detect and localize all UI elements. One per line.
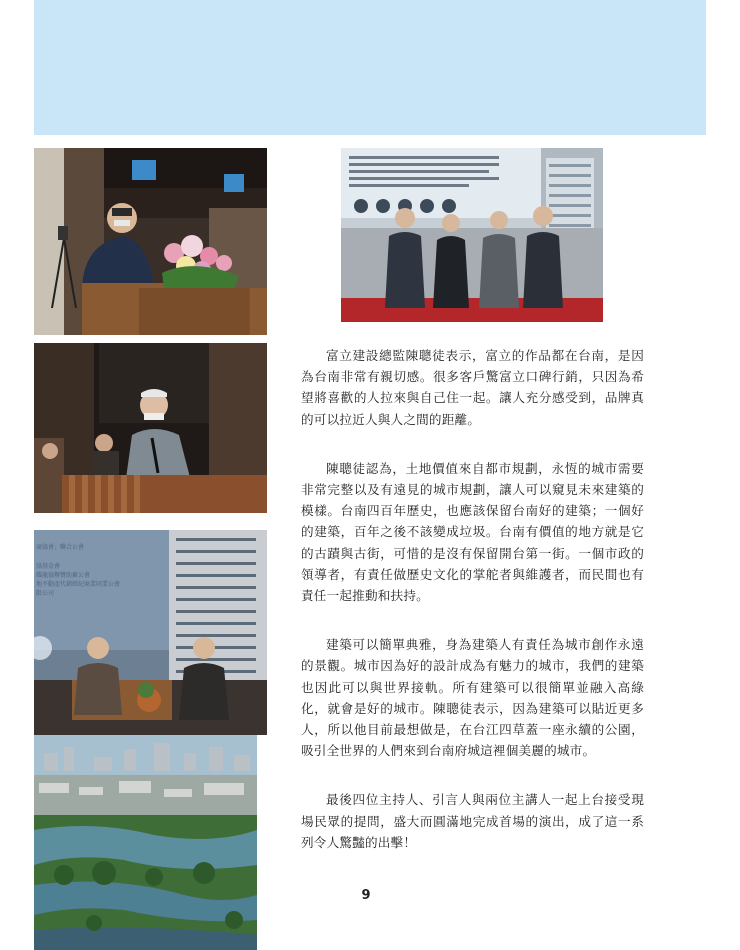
photo-speaker-microphone <box>34 343 267 513</box>
article-paragraph: 最後四位主持人、引言人與兩位主講人一起上台接受現場民眾的提問，盛大而圓滿地完成首場的演出，成了這一系列令人驚豔的出擊！ <box>301 792 644 850</box>
photo-group-standing <box>341 148 603 322</box>
page-number: 9 <box>361 888 371 903</box>
article-paragraph: 建築可以簡單典雅，身為建築人有責任為城市創作永遠的景觀。城市因為好的設計成為有魅力的城市，我們的建築也因此可以與世界接軌。所有建築可以很簡單並融入高綠化，就會是好的城市。陳聰徒表示，因為建築可以貼近更多人，所以他目前最想做是，在台江四草蓋一座永續的公園，吸引全世界的人們來到台南府城這裡個美麗的城市。 <box>301 637 644 759</box>
photo-aerial-wetland <box>34 735 257 950</box>
article-body <box>301 345 644 881</box>
photo-backdrop-text: 商協會」聯合公會 協基金會 耀龍協辦贊助廠公會 地不動產代銷經紀商業同業公會 限公司 <box>36 544 121 597</box>
article-paragraph: 陳聰徒認為，土地價值來自都市規劃，永恆的城市需要非常完整以及有遠見的城市規劃，讓人可以窺見未來建築的模樣。台南四百年歷史，也應該保留台南好的建築；一個好的建築，百年之後不該變成垃圾。台南有價值的地方就是它的古蹟與古街，可惜的是沒有保留開台第一街。一個市政的領導者，有責任做歷史文化的掌舵者與維護者，而民間也有責任一起推動和扶持。 <box>301 460 644 604</box>
article-paragraph: 富立建設總監陳聰徒表示，富立的作品都在台南，是因為台南非常有親切感。很多客戶驚富立口碑行銷，只因為希望將喜歡的人拉來與自己住一起。讓人充分感受到，品牌真的可以拉近人與人之間的距離。 <box>301 348 644 427</box>
header-banner <box>34 0 706 135</box>
photo-speaker-podium <box>34 148 267 335</box>
